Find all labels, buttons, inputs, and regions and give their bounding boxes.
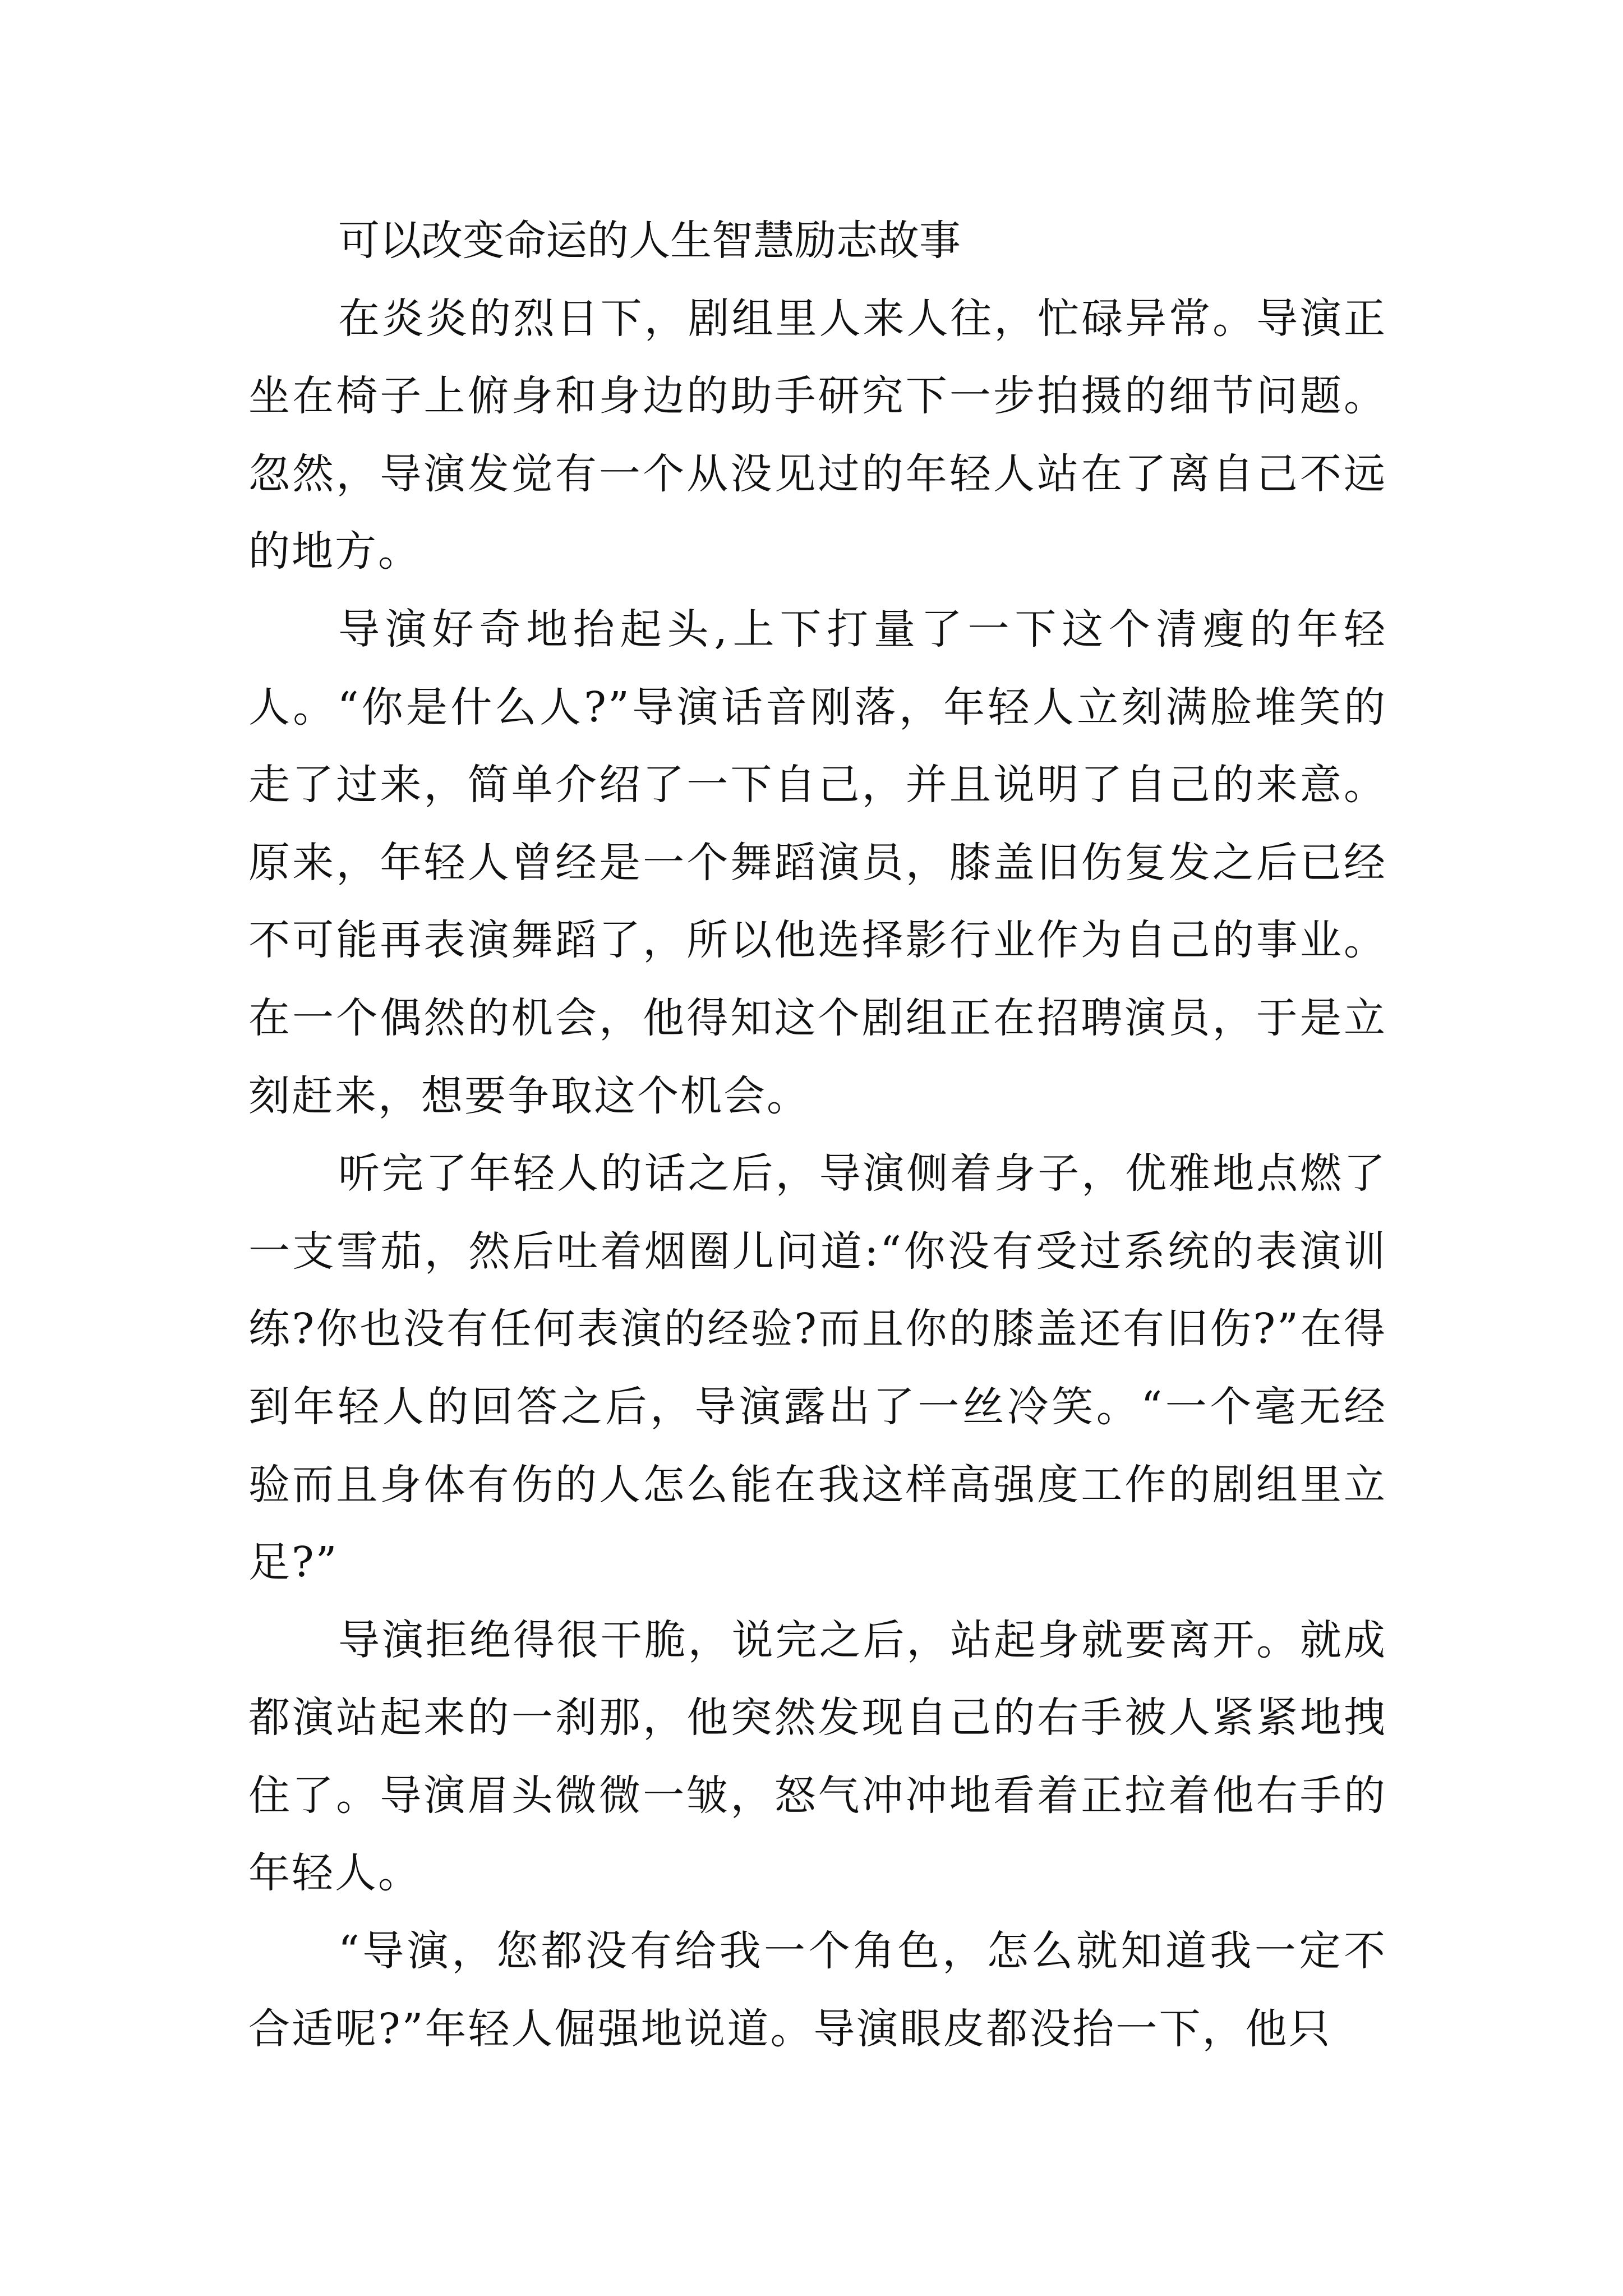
paragraph-1: 在炎炎的烈日下，剧组里人来人往，忙碌异常。导演正坐在椅子上俯身和身边的助手研究下一步拍摄的细节问题。忽然，导演发觉有一个从没见过的年轻人站在了离自己不远的地方。 — [248, 294, 1387, 576]
paragraph-5: “导演，您都没有给我一个角色，怎么就知道我一定不合适呢?”年轻人倔强地说道。导演眼皮都没抬一下，他只 — [248, 1927, 1387, 2053]
paragraph-4: 导演拒绝得很干脆，说完之后，站起身就要离开。就成都演站起来的一刹那，他突然发现自己的右手被人紧紧地拽住了。导演眉头微微一皱，怒气冲冲地看着正拉着他右手的年轻人。 — [248, 1616, 1387, 1898]
document-title: 可以改变命运的人生智慧励志故事 — [338, 217, 961, 265]
paragraph-3: 听完了年轻人的话之后，导演侧着身子，优雅地点燃了一支雪茄，然后吐着烟圈儿问道:“你没有受过系统的表演训练?你也没有任何表演的经验?而且你的膝盖还有旧伤?”在得到年轻人的回答之后，导演露出了一丝冷笑。“一个毫无经验而且身体有伤的人怎么能在我这样高强度工作的剧组里立足?” — [248, 1149, 1387, 1587]
paragraph-2: 导演好奇地抬起头,上下打量了一下这个清瘦的年轻人。“你是什么人?”导演话音刚落，年轻人立刻满脸堆笑的走了过来，简单介绍了一下自己，并且说明了自己的来意。原来，年轻人曾经是一个舞蹈演员，膝盖旧伤复发之后已经不可能再表演舞蹈了，所以他选择影行业作为自己的事业。在一个偶然的机会，他得知这个剧组正在招聘演员，于是立刻赶来，想要争取这个机会。 — [248, 605, 1387, 1120]
document-body — [248, 202, 1387, 2068]
